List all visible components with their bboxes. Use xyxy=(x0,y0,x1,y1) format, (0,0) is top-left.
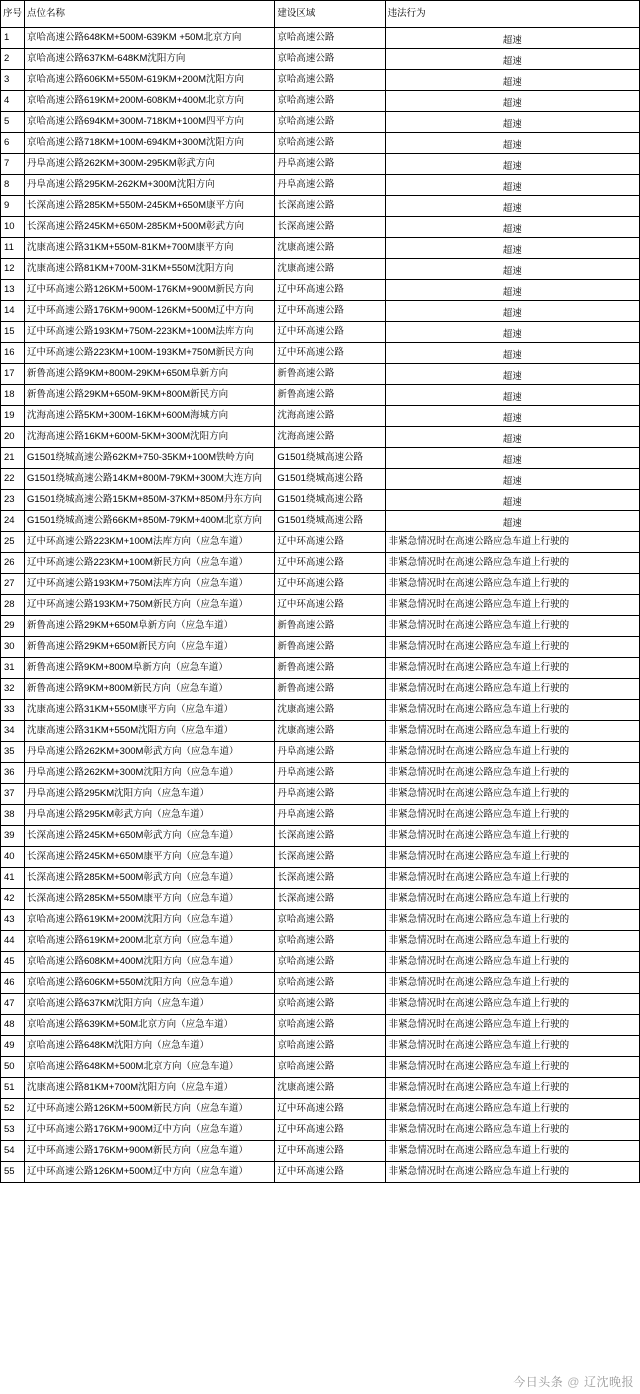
cell-point-name: 辽中环高速公路193KM+750M新民方向（应急车道） xyxy=(25,595,275,616)
cell-area: 沈康高速公路 xyxy=(275,700,385,721)
cell-point-name: 京哈高速公路619KM+200M-608KM+400M北京方向 xyxy=(25,91,275,112)
cell-violation: 超速 xyxy=(385,490,639,511)
table-row xyxy=(1,994,640,1015)
cell-area: 京哈高速公路 xyxy=(275,952,385,973)
table-row xyxy=(1,1141,640,1162)
cell-point-name: 新鲁高速公路9KM+800M-29KM+650M阜新方向 xyxy=(25,364,275,385)
cell-index: 4 xyxy=(1,91,25,112)
table-row xyxy=(1,1078,640,1099)
cell-point-name: G1501绕城高速公路62KM+750-35KM+100M铁岭方向 xyxy=(25,448,275,469)
cell-violation: 超速 xyxy=(385,238,639,259)
column-header-violation: 违法行为 xyxy=(385,1,639,28)
cell-area: 沈海高速公路 xyxy=(275,427,385,448)
cell-index: 55 xyxy=(1,1162,25,1183)
table-row xyxy=(1,406,640,427)
cell-point-name: 沈康高速公路31KM+550M-81KM+700M康平方向 xyxy=(25,238,275,259)
table-header-row xyxy=(1,1,640,28)
cell-point-name: 辽中环高速公路223KM+100M-193KM+750M新民方向 xyxy=(25,343,275,364)
cell-index: 3 xyxy=(1,70,25,91)
cell-index: 41 xyxy=(1,868,25,889)
cell-index: 21 xyxy=(1,448,25,469)
cell-point-name: 辽中环高速公路126KM+500M辽中方向（应急车道） xyxy=(25,1162,275,1183)
cell-area: 京哈高速公路 xyxy=(275,973,385,994)
cell-area: 京哈高速公路 xyxy=(275,910,385,931)
cell-index: 30 xyxy=(1,637,25,658)
cell-point-name: G1501绕城高速公路14KM+800M-79KM+300M大连方向 xyxy=(25,469,275,490)
cell-point-name: 丹阜高速公路262KM+300M-295KM彰武方向 xyxy=(25,154,275,175)
table-row xyxy=(1,385,640,406)
cell-area: 辽中环高速公路 xyxy=(275,1162,385,1183)
cell-point-name: 长深高速公路245KM+650M康平方向（应急车道） xyxy=(25,847,275,868)
cell-area: 京哈高速公路 xyxy=(275,49,385,70)
cell-index: 43 xyxy=(1,910,25,931)
cell-area: 新鲁高速公路 xyxy=(275,385,385,406)
cell-violation: 超速 xyxy=(385,427,639,448)
cell-point-name: 长深高速公路245KM+650M彰武方向（应急车道） xyxy=(25,826,275,847)
cell-area: G1501绕城高速公路 xyxy=(275,469,385,490)
cell-violation: 非紧急情况时在高速公路应急车道上行驶的 xyxy=(385,784,639,805)
table-row xyxy=(1,28,640,49)
cell-area: G1501绕城高速公路 xyxy=(275,511,385,532)
cell-point-name: 京哈高速公路608KM+400M沈阳方向（应急车道） xyxy=(25,952,275,973)
cell-area: 丹阜高速公路 xyxy=(275,763,385,784)
cell-area: 京哈高速公路 xyxy=(275,1057,385,1078)
cell-violation: 超速 xyxy=(385,511,639,532)
cell-index: 49 xyxy=(1,1036,25,1057)
table-row xyxy=(1,784,640,805)
cell-area: 新鲁高速公路 xyxy=(275,658,385,679)
cell-area: 丹阜高速公路 xyxy=(275,784,385,805)
cell-index: 24 xyxy=(1,511,25,532)
table-row xyxy=(1,910,640,931)
cell-index: 39 xyxy=(1,826,25,847)
cell-area: 辽中环高速公路 xyxy=(275,1120,385,1141)
cell-index: 36 xyxy=(1,763,25,784)
table-row xyxy=(1,427,640,448)
cell-area: 新鲁高速公路 xyxy=(275,364,385,385)
cell-area: 京哈高速公路 xyxy=(275,91,385,112)
cell-area: 长深高速公路 xyxy=(275,826,385,847)
table-row xyxy=(1,343,640,364)
table-row xyxy=(1,301,640,322)
cell-violation: 非紧急情况时在高速公路应急车道上行驶的 xyxy=(385,805,639,826)
cell-point-name: 沈海高速公路5KM+300M-16KM+600M海城方向 xyxy=(25,406,275,427)
cell-index: 27 xyxy=(1,574,25,595)
table-row xyxy=(1,532,640,553)
cell-violation: 超速 xyxy=(385,154,639,175)
cell-violation: 非紧急情况时在高速公路应急车道上行驶的 xyxy=(385,700,639,721)
cell-area: 沈康高速公路 xyxy=(275,1078,385,1099)
cell-point-name: 沈康高速公路31KM+550M沈阳方向（应急车道） xyxy=(25,721,275,742)
cell-violation: 非紧急情况时在高速公路应急车道上行驶的 xyxy=(385,994,639,1015)
table-row xyxy=(1,217,640,238)
cell-point-name: 辽中环高速公路176KM+900M-126KM+500M辽中方向 xyxy=(25,301,275,322)
table-row xyxy=(1,574,640,595)
cell-point-name: 京哈高速公路648KM沈阳方向（应急车道） xyxy=(25,1036,275,1057)
cell-area: 京哈高速公路 xyxy=(275,1036,385,1057)
cell-point-name: 辽中环高速公路193KM+750M-223KM+100M法库方向 xyxy=(25,322,275,343)
cell-violation: 超速 xyxy=(385,91,639,112)
cell-index: 11 xyxy=(1,238,25,259)
cell-point-name: 辽中环高速公路176KM+900M新民方向（应急车道） xyxy=(25,1141,275,1162)
cell-area: 辽中环高速公路 xyxy=(275,280,385,301)
table-row xyxy=(1,742,640,763)
cell-index: 16 xyxy=(1,343,25,364)
cell-violation: 超速 xyxy=(385,406,639,427)
cell-violation: 非紧急情况时在高速公路应急车道上行驶的 xyxy=(385,721,639,742)
cell-point-name: 京哈高速公路619KM+200M沈阳方向（应急车道） xyxy=(25,910,275,931)
cell-point-name: 长深高速公路285KM+550M-245KM+650M康平方向 xyxy=(25,196,275,217)
cell-area: 沈康高速公路 xyxy=(275,721,385,742)
cell-violation: 非紧急情况时在高速公路应急车道上行驶的 xyxy=(385,595,639,616)
cell-area: 辽中环高速公路 xyxy=(275,322,385,343)
cell-area: 丹阜高速公路 xyxy=(275,805,385,826)
cell-index: 26 xyxy=(1,553,25,574)
cell-point-name: 沈康高速公路81KM+700M沈阳方向（应急车道） xyxy=(25,1078,275,1099)
cell-index: 9 xyxy=(1,196,25,217)
table-row xyxy=(1,805,640,826)
cell-violation: 超速 xyxy=(385,112,639,133)
cell-violation: 非紧急情况时在高速公路应急车道上行驶的 xyxy=(385,826,639,847)
cell-area: 新鲁高速公路 xyxy=(275,679,385,700)
table-row xyxy=(1,952,640,973)
watermark xyxy=(513,1373,634,1390)
cell-point-name: 京哈高速公路648KM+500M-639KM +50M北京方向 xyxy=(25,28,275,49)
cell-area: 辽中环高速公路 xyxy=(275,553,385,574)
cell-violation: 非紧急情况时在高速公路应急车道上行驶的 xyxy=(385,1078,639,1099)
cell-area: 辽中环高速公路 xyxy=(275,301,385,322)
cell-point-name: 丹阜高速公路262KM+300M沈阳方向（应急车道） xyxy=(25,763,275,784)
cell-point-name: 京哈高速公路639KM+50M北京方向（应急车道） xyxy=(25,1015,275,1036)
table-row xyxy=(1,1057,640,1078)
cell-area: 辽中环高速公路 xyxy=(275,574,385,595)
cell-violation: 非紧急情况时在高速公路应急车道上行驶的 xyxy=(385,1099,639,1120)
cell-area: 新鲁高速公路 xyxy=(275,637,385,658)
cell-violation: 非紧急情况时在高速公路应急车道上行驶的 xyxy=(385,658,639,679)
cell-area: 京哈高速公路 xyxy=(275,1015,385,1036)
cell-index: 40 xyxy=(1,847,25,868)
cell-violation: 超速 xyxy=(385,28,639,49)
cell-point-name: 沈康高速公路81KM+700M-31KM+550M沈阳方向 xyxy=(25,259,275,280)
cell-violation: 非紧急情况时在高速公路应急车道上行驶的 xyxy=(385,1015,639,1036)
table-row xyxy=(1,154,640,175)
cell-index: 22 xyxy=(1,469,25,490)
cell-area: G1501绕城高速公路 xyxy=(275,448,385,469)
cell-area: 京哈高速公路 xyxy=(275,70,385,91)
cell-index: 7 xyxy=(1,154,25,175)
table-row xyxy=(1,847,640,868)
cell-index: 50 xyxy=(1,1057,25,1078)
cell-area: 辽中环高速公路 xyxy=(275,1141,385,1162)
cell-index: 1 xyxy=(1,28,25,49)
table-row xyxy=(1,490,640,511)
cell-violation: 超速 xyxy=(385,343,639,364)
cell-violation: 超速 xyxy=(385,217,639,238)
cell-area: 长深高速公路 xyxy=(275,889,385,910)
cell-area: 辽中环高速公路 xyxy=(275,343,385,364)
cell-violation: 非紧急情况时在高速公路应急车道上行驶的 xyxy=(385,574,639,595)
table-row xyxy=(1,112,640,133)
cell-area: 丹阜高速公路 xyxy=(275,175,385,196)
cell-point-name: 新鲁高速公路9KM+800M阜新方向（应急车道） xyxy=(25,658,275,679)
table-row xyxy=(1,70,640,91)
cell-index: 19 xyxy=(1,406,25,427)
cell-violation: 非紧急情况时在高速公路应急车道上行驶的 xyxy=(385,553,639,574)
cell-violation: 超速 xyxy=(385,448,639,469)
table-row xyxy=(1,322,640,343)
cell-violation: 非紧急情况时在高速公路应急车道上行驶的 xyxy=(385,616,639,637)
cell-index: 37 xyxy=(1,784,25,805)
cell-violation: 超速 xyxy=(385,259,639,280)
cell-violation: 非紧急情况时在高速公路应急车道上行驶的 xyxy=(385,532,639,553)
cell-violation: 非紧急情况时在高速公路应急车道上行驶的 xyxy=(385,1036,639,1057)
cell-index: 51 xyxy=(1,1078,25,1099)
table-row xyxy=(1,868,640,889)
table-row xyxy=(1,973,640,994)
cell-point-name: 丹阜高速公路262KM+300M彰武方向（应急车道） xyxy=(25,742,275,763)
cell-point-name: 新鲁高速公路29KM+650M新民方向（应急车道） xyxy=(25,637,275,658)
cell-violation: 超速 xyxy=(385,301,639,322)
cell-point-name: 京哈高速公路606KM+550M-619KM+200M沈阳方向 xyxy=(25,70,275,91)
column-header-index: 序号 xyxy=(1,1,25,28)
table-header xyxy=(1,1,640,28)
cell-point-name: G1501绕城高速公路15KM+850M-37KM+850M丹东方向 xyxy=(25,490,275,511)
cell-index: 35 xyxy=(1,742,25,763)
cell-index: 53 xyxy=(1,1120,25,1141)
column-header-area: 建设区域 xyxy=(275,1,385,28)
cell-point-name: 沈海高速公路16KM+600M-5KM+300M沈阳方向 xyxy=(25,427,275,448)
table-row xyxy=(1,238,640,259)
table-row xyxy=(1,133,640,154)
table-row xyxy=(1,511,640,532)
cell-point-name: 京哈高速公路606KM+550M沈阳方向（应急车道） xyxy=(25,973,275,994)
cell-index: 10 xyxy=(1,217,25,238)
cell-area: 新鲁高速公路 xyxy=(275,616,385,637)
cell-point-name: 辽中环高速公路126KM+500M新民方向（应急车道） xyxy=(25,1099,275,1120)
cell-index: 44 xyxy=(1,931,25,952)
table-row xyxy=(1,700,640,721)
cell-index: 48 xyxy=(1,1015,25,1036)
cell-index: 23 xyxy=(1,490,25,511)
table-row xyxy=(1,721,640,742)
cell-point-name: 长深高速公路285KM+500M彰武方向（应急车道） xyxy=(25,868,275,889)
cell-violation: 非紧急情况时在高速公路应急车道上行驶的 xyxy=(385,931,639,952)
cell-violation: 非紧急情况时在高速公路应急车道上行驶的 xyxy=(385,763,639,784)
cell-area: 京哈高速公路 xyxy=(275,112,385,133)
cell-point-name: 沈康高速公路31KM+550M康平方向（应急车道） xyxy=(25,700,275,721)
cell-point-name: 京哈高速公路637KM沈阳方向（应急车道） xyxy=(25,994,275,1015)
cell-point-name: 丹阜高速公路295KM-262KM+300M沈阳方向 xyxy=(25,175,275,196)
cell-violation: 超速 xyxy=(385,364,639,385)
column-header-point-name: 点位名称 xyxy=(25,1,275,28)
table-row xyxy=(1,658,640,679)
cell-point-name: G1501绕城高速公路66KM+850M-79KM+400M北京方向 xyxy=(25,511,275,532)
cell-index: 13 xyxy=(1,280,25,301)
cell-point-name: 京哈高速公路718KM+100M-694KM+300M沈阳方向 xyxy=(25,133,275,154)
table-row xyxy=(1,1036,640,1057)
cell-point-name: 京哈高速公路648KM+500M北京方向（应急车道） xyxy=(25,1057,275,1078)
cell-index: 31 xyxy=(1,658,25,679)
cell-index: 15 xyxy=(1,322,25,343)
cell-violation: 非紧急情况时在高速公路应急车道上行驶的 xyxy=(385,1162,639,1183)
table-row xyxy=(1,1162,640,1183)
cell-violation: 超速 xyxy=(385,322,639,343)
cell-point-name: 丹阜高速公路295KM彰武方向（应急车道） xyxy=(25,805,275,826)
table-row xyxy=(1,889,640,910)
cell-point-name: 辽中环高速公路126KM+500M-176KM+900M新民方向 xyxy=(25,280,275,301)
cell-index: 33 xyxy=(1,700,25,721)
cell-index: 29 xyxy=(1,616,25,637)
cell-area: 长深高速公路 xyxy=(275,868,385,889)
cell-area: 沈海高速公路 xyxy=(275,406,385,427)
cell-index: 6 xyxy=(1,133,25,154)
cell-index: 45 xyxy=(1,952,25,973)
cell-index: 32 xyxy=(1,679,25,700)
cell-area: 长深高速公路 xyxy=(275,196,385,217)
cell-point-name: 京哈高速公路619KM+200M北京方向（应急车道） xyxy=(25,931,275,952)
cell-violation: 非紧急情况时在高速公路应急车道上行驶的 xyxy=(385,973,639,994)
cell-index: 38 xyxy=(1,805,25,826)
cell-area: 丹阜高速公路 xyxy=(275,742,385,763)
cell-index: 2 xyxy=(1,49,25,70)
cell-point-name: 辽中环高速公路223KM+100M新民方向（应急车道） xyxy=(25,553,275,574)
cell-area: 辽中环高速公路 xyxy=(275,1099,385,1120)
cell-index: 8 xyxy=(1,175,25,196)
cell-point-name: 长深高速公路245KM+650M-285KM+500M彰武方向 xyxy=(25,217,275,238)
table-row xyxy=(1,637,640,658)
table-row xyxy=(1,553,640,574)
cell-index: 46 xyxy=(1,973,25,994)
cell-violation: 非紧急情况时在高速公路应急车道上行驶的 xyxy=(385,1057,639,1078)
table-row xyxy=(1,364,640,385)
cell-area: 长深高速公路 xyxy=(275,847,385,868)
table-row xyxy=(1,91,640,112)
cell-point-name: 新鲁高速公路9KM+800M新民方向（应急车道） xyxy=(25,679,275,700)
table-row xyxy=(1,196,640,217)
cell-index: 42 xyxy=(1,889,25,910)
cell-area: 丹阜高速公路 xyxy=(275,154,385,175)
cell-violation: 超速 xyxy=(385,70,639,91)
cell-index: 52 xyxy=(1,1099,25,1120)
cell-area: G1501绕城高速公路 xyxy=(275,490,385,511)
cell-violation: 超速 xyxy=(385,196,639,217)
cell-index: 34 xyxy=(1,721,25,742)
cell-index: 5 xyxy=(1,112,25,133)
table-row xyxy=(1,826,640,847)
cell-point-name: 新鲁高速公路29KM+650M-9KM+800M新民方向 xyxy=(25,385,275,406)
cell-index: 54 xyxy=(1,1141,25,1162)
table-row xyxy=(1,1120,640,1141)
cell-violation: 非紧急情况时在高速公路应急车道上行驶的 xyxy=(385,868,639,889)
cell-area: 京哈高速公路 xyxy=(275,931,385,952)
cell-index: 14 xyxy=(1,301,25,322)
cell-violation: 非紧急情况时在高速公路应急车道上行驶的 xyxy=(385,742,639,763)
table-row xyxy=(1,1015,640,1036)
cell-violation: 超速 xyxy=(385,469,639,490)
cell-violation: 非紧急情况时在高速公路应急车道上行驶的 xyxy=(385,952,639,973)
cell-point-name: 京哈高速公路694KM+300M-718KM+100M四平方向 xyxy=(25,112,275,133)
cell-index: 25 xyxy=(1,532,25,553)
cell-area: 长深高速公路 xyxy=(275,217,385,238)
cell-point-name: 长深高速公路285KM+550M康平方向（应急车道） xyxy=(25,889,275,910)
table-row xyxy=(1,259,640,280)
cell-violation: 超速 xyxy=(385,175,639,196)
table-row xyxy=(1,280,640,301)
table-row xyxy=(1,595,640,616)
cell-violation: 超速 xyxy=(385,280,639,301)
cell-violation: 非紧急情况时在高速公路应急车道上行驶的 xyxy=(385,679,639,700)
cell-area: 沈康高速公路 xyxy=(275,259,385,280)
cell-violation: 非紧急情况时在高速公路应急车道上行驶的 xyxy=(385,889,639,910)
table-row xyxy=(1,448,640,469)
cell-index: 17 xyxy=(1,364,25,385)
cell-index: 28 xyxy=(1,595,25,616)
cell-area: 辽中环高速公路 xyxy=(275,595,385,616)
cell-violation: 非紧急情况时在高速公路应急车道上行驶的 xyxy=(385,910,639,931)
cell-area: 京哈高速公路 xyxy=(275,994,385,1015)
cell-index: 12 xyxy=(1,259,25,280)
cell-violation: 非紧急情况时在高速公路应急车道上行驶的 xyxy=(385,1141,639,1162)
cell-point-name: 辽中环高速公路176KM+900M辽中方向（应急车道） xyxy=(25,1120,275,1141)
table-row xyxy=(1,49,640,70)
cell-area: 辽中环高速公路 xyxy=(275,532,385,553)
cell-point-name: 京哈高速公路637KM-648KM沈阳方向 xyxy=(25,49,275,70)
cell-violation: 非紧急情况时在高速公路应急车道上行驶的 xyxy=(385,847,639,868)
watermark-separator: @ xyxy=(567,1375,580,1389)
cell-area: 京哈高速公路 xyxy=(275,28,385,49)
table-body xyxy=(1,28,640,1183)
cell-violation: 超速 xyxy=(385,133,639,154)
table-row xyxy=(1,616,640,637)
table-row xyxy=(1,679,640,700)
cell-point-name: 新鲁高速公路29KM+650M阜新方向（应急车道） xyxy=(25,616,275,637)
cell-index: 47 xyxy=(1,994,25,1015)
table-row xyxy=(1,469,640,490)
cell-point-name: 丹阜高速公路295KM沈阳方向（应急车道） xyxy=(25,784,275,805)
table-row xyxy=(1,931,640,952)
cell-point-name: 辽中环高速公路193KM+750M法库方向（应急车道） xyxy=(25,574,275,595)
cell-index: 18 xyxy=(1,385,25,406)
cell-violation: 非紧急情况时在高速公路应急车道上行驶的 xyxy=(385,1120,639,1141)
cell-index: 20 xyxy=(1,427,25,448)
cell-violation: 非紧急情况时在高速公路应急车道上行驶的 xyxy=(385,637,639,658)
watermark-source: 今日头条 xyxy=(513,1375,564,1389)
table-row xyxy=(1,175,640,196)
cell-point-name: 辽中环高速公路223KM+100M法库方向（应急车道） xyxy=(25,532,275,553)
cell-violation: 超速 xyxy=(385,385,639,406)
cell-area: 京哈高速公路 xyxy=(275,133,385,154)
cell-area: 沈康高速公路 xyxy=(275,238,385,259)
table-row xyxy=(1,1099,640,1120)
watermark-account: 辽沈晚报 xyxy=(583,1375,634,1389)
table-row xyxy=(1,763,640,784)
cell-violation: 超速 xyxy=(385,49,639,70)
